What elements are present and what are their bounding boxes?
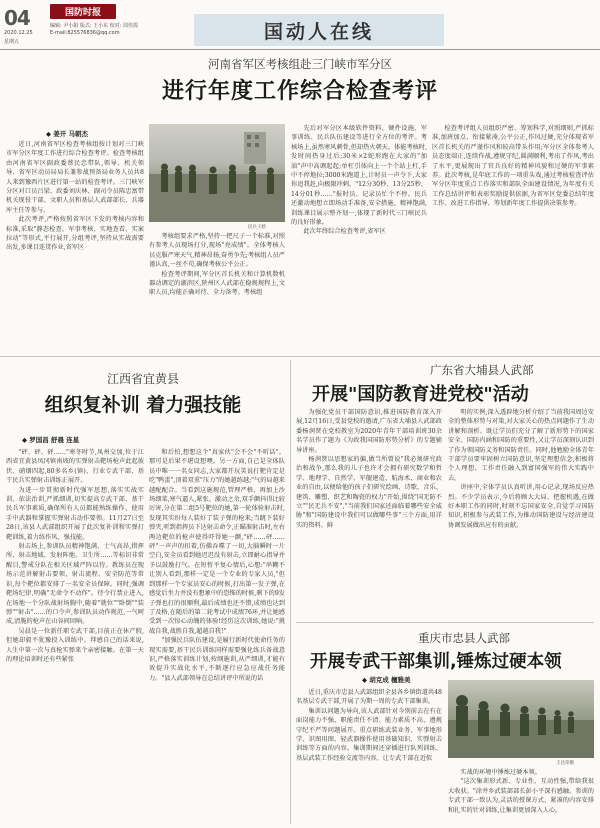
article1-photo-caption: 民兵王绘	[248, 225, 266, 230]
article1-column-4	[432, 124, 594, 354]
article4-headline: 开展专武干部集训,锤炼过硬本领	[310, 652, 562, 672]
paragraph: 近日,河南省军区检查考核组按计划对三门峡市军分区年度工作进行综合检查考评。检查考核组由河南省军区副政委蔡民忠带队,领导、机关领导、省军区动员局局长兼参战预备局业务人员共8人来到豫西片区进行第一站的检查考评。三门峡军分区对口员吕梁、政委刘庆林、副司令员陈忠富带机关现役干部、文职人员和基层人武部部长、兵器库主任等参与。	[6, 141, 144, 214]
paragraph: 考核组要求严格,坚持一把尺子一个标准,对照有参考人员现场打分,现场"亮成绩"。全体考核人员克服严寒天气,精神昂扬,奋勇争先;考核组人员严谨认真,一丝不苟,确保考核公平公正。	[149, 233, 285, 269]
article1-column-3	[291, 124, 427, 354]
article1-byline: ◆ 姜开 马朝杰	[46, 130, 89, 138]
paragraph: "砰、砰、砰……"寒冬时节,凤州交加,位于江西省宜黄县凤冈镇南坡的实弹射击靶场枪声此起彼伏、硝烟四起,80多名乡(镇)、行业专武干部、基干民兵实弹射击训练正展开。	[6, 449, 144, 485]
paragraph: 此次考评,严格按照省军区下发的考核内容和标准,采取"静态检查、军事考核、实地查看、实案拉动"等形式,平行展开,分组考评,坚持从实战需要出发,多课目连贯作业,省军区	[6, 216, 144, 252]
paragraph: 检查考评组人员组织严密、筹划科学,对照细则,严抓标准,加班加点、衔接紧凑,公平公正,作风过硬,充分体现省军区首长机关的严谨作风和较高带头作用;军分区全体参考人员态度端正,连续作战,遵规守纪,圆满顺利,考出了作风,考出了水平,更展现出了官兵良好的精神风貌和过硬的军事素养。此次考核,是年底工作的一项重头戏,通过考核检查评估军分区年度重点工作落实和部队全面建设情况,为年度有关工作总结讲评和表彰奖励提供依据,为省军区党委总结年度工作、改进工作指导、筹划新年度工作提供决策参考。	[432, 125, 594, 208]
email-line: E-mail:825576836@qq.com	[50, 30, 120, 36]
paragraph: 实战的环境中锤炼过硬本领。	[460, 769, 541, 776]
article1-column-2	[149, 232, 285, 350]
paragraph: 吴晨是一位新任职专武干部,目前正在休产假,但她却毅不犹豫投入训练中。拜感自己的话来说,人生中第一次与真枪实弹来个亲密接触。在第一天的理论培训时还有些紧张	[6, 627, 144, 663]
paragraph: 射击场上,参训队员精神饱满、士气高昂,措挥所、射击地域、发射阵地。卫生所……等标识非常醒目,警戒分队在相关区域严阵以待。教练员在现场示范讲解射击要领、射击流程、安全防范等常识,每个靶位都安排了一名安全员保障。同时,强调靶场纪律,明确"无命令不动作"。待令行禁止进入,在场地一个分队战射场胸中,随着"就位""卧倒""装弹""射击"……的口令声,参训队员动作规范,一气呵成,清脆的枪声在山谷间回响。	[6, 543, 144, 626]
paragraph: 近日,重庆市忠县人武部组织全县各乡镇街道共48名基层专武干部,开展了为期一周的专武干部集训。	[296, 689, 442, 706]
paragraph: 明的实例,深入透辟地分析介绍了当前我国周边安全的整体形势与对策,对大家关心的热点问题作了生动讲解和剖析。既让学员们充分了解了新形势下的国家安全、国防内涵和国防的重要性,又让学员深刻认识到了作为领国防义务和国防责任。同时,他勉励全体青年干部学员要牢固树立国防意识,坚定理想信念,积极将个人理想、工作责任融入到富国强军的伟大实践中去。	[448, 409, 594, 482]
article3-column-2	[448, 408, 594, 616]
masthead-divider	[0, 49, 600, 50]
editor-line: 编辑: 尹小娟 版式: 王小东 校对: 周佳霞	[50, 23, 139, 29]
article-divider	[296, 622, 594, 623]
paragraph: 检查考评期间,军分区首长机关和计算机数机器动调定的湖滨区,陕州区人武部在稳规规程上,文职人员,均能正确对待、全力备考。考核组	[149, 270, 285, 297]
article4-kicker: 重庆市忠县人武部	[418, 631, 510, 645]
training-photo	[448, 680, 594, 758]
paragraph: 讲座中,全体学员认真听讲,用心记录,现场反应热烈。不少学员表示,今后将顾大大局、把握机遇,在做好本职工作的同时,时刻不忘国家安全,自觉学习国防知识,积极参与武装工作,为推动国防建设与经济建设协调发展做出应有的贡献。	[448, 484, 594, 529]
paragraph: "加强民兵队伍建设,是履行新时代使命任务的现实需要,基干民兵训练同样需要强化练兵备战意识,严格落实训练计划,按纲施训,从严细训,才能有效提升实战化水平,不断逐行应急应战任务能力。"县人武部领导在总结讲评中所说的话	[149, 637, 285, 682]
paragraph: 为强化党员干部国防意识,推进国防教育深入开展,12月16日,受县党校的邀请,广东省大埔县人武部政委杨润贤在党校教室为2020年青年干部培训班30余名学员作了题为《为政我国国防形势分析》的专题辅导讲座。	[296, 409, 442, 454]
article2-column-1	[6, 448, 144, 822]
article1-column-1	[6, 140, 144, 350]
article1-photo	[149, 124, 285, 222]
article2-column-2	[149, 448, 285, 822]
article2-kicker: 江西省宜黄县	[106, 372, 179, 386]
section-title: 国动人在线	[263, 20, 374, 43]
newspaper-logo: 国防时报	[50, 4, 116, 19]
article-divider	[0, 356, 600, 357]
paragraph: 和后怕,想想这个"真家伙"会不会"不听话"。那可是后果不堪设想噢。另一方面,自己是全体队员中唯一一名女同志,大家都开玩笑说打靶肯定是吃"鸭蛋",顶着双重"压力"的她越练越;"气的局越来越配配合。当看到这施规范,管理严格、再加上沙场细菜,寒气逼人,紧张、激动之余,双手颤抖得比较厉害,分在第二组5号靶位的她,第一轮体验射击时,发现其实纷每人装好了装子弹的枪来;当跳下装好弹夹,听到指挥员下达射击命令,正瞄准射击时,左右两边靶位的枪声使得吓得她一颤,"砰……砰……砰"一声声的扣着,仿佛吞噬了一切,大脑瞬时一片空白,安全员看到她迟迟没有射击,立即耐心指导并予以鼓励打气。在短暂平复心情后,心想:"串糊不让别人看到,那样一定是一个专业的专家人员,"但到那样一个专家员安心的时候,打出第一发子弹,在感觉后坐力并没有想象中的恐怖的时候,剩下的9发子弹也打的很顺利,最后成绩也还不错,成绩也达到了及格,在随后的第二轮考试中成绩76环,并让她感受到一次惊心动魄的体验!经历这次训练,她说:"挑战自我,战胜自我,超越自我!"	[149, 449, 285, 635]
column-divider	[290, 360, 291, 824]
paragraph: "这次集训形式新、专业性、互动性强,带给我很大收获。"涂井乡武装部部长彭小平深有感触。参训的专武干部一致认为,灵活的授课方式、紧凑的内容安排和扎实的针对训练,让集训更加深入人心。	[448, 778, 594, 814]
article1-kicker: 河南省军区考核组赴三门峡市军分区	[208, 57, 392, 71]
masthead	[0, 0, 600, 48]
article3-headline: 开展"国防教育进党校"活动	[312, 384, 529, 405]
issue-weekday: 星期五	[4, 39, 20, 45]
article3-kicker: 广东省大埔县人武部	[430, 363, 534, 377]
paragraph: 为进一步贯彻新时代强军思想,落实实战实训、依法治训,严抓细训,切实提高专武干部、基干民兵军事素质,确保所有人员都能熟练操作、使用手中武器和掌握实弹射击动作要领。11月27日至28日,该县人武部组织开展了此次复补训和实弹打靶训练,着力练作风、强技能。	[6, 486, 144, 541]
article2-byline: ◆ 罗国昌 舒晨 连星	[22, 436, 80, 444]
issue-date: 2020.12.25	[4, 30, 33, 36]
article1-headline: 进行年度工作综合检查考评	[161, 79, 438, 104]
article3-column-1	[296, 408, 442, 616]
article4-photo-caption: 王昌荣摄	[556, 761, 574, 766]
paragraph: 此次年终综合检查考评,省军区	[303, 228, 386, 236]
article2-headline: 组织复补训 着力强技能	[44, 394, 242, 416]
article4-byline: ◆ 胡克成 檀雅美	[362, 676, 411, 684]
paragraph: 集训以问题为导向,该人武部针对今别前去在有在面岗能力不强、职能责任不清、能力素质不高、遵规守纪不严等问题展开。重点研练武装业务、军事地形学、识图用图、轻武器操作使用基础知识、实弹射击训练等方面的内容。集训期间还穿插进行队列训练、基层武装工作经验交流等内容。让专武干部在近似	[296, 707, 442, 762]
article4-column-2	[448, 768, 594, 824]
page-number: 04	[4, 6, 30, 30]
article4-photo	[448, 680, 594, 758]
militia-training-photo	[149, 124, 285, 222]
article4-column-1	[296, 688, 442, 824]
paragraph: 先后对军分区本级软件资料、硬件设施、军事训练、民兵队伍建设等进行全方位的考评。考核场上,虽然寒风刺骨,但却热火朝天。体能考核时,发时间热身过后;30米×2蛇形跑在大家的"加油"声中高调起起;单杠引体向上一个个站上杠,手中不停地拉;3000米跑道上,计时员一声令下,大家你追我赶,向极限冲刺。"12分30秒、13分25秒、14分01秒……"报时员、记录员忙个不停。民兵还激动地想立即场动手准备,安全措施、精神饱满,训练课目展示整齐划一,体现了新时代三门峡民兵的良好形象。	[291, 125, 427, 227]
paragraph: 杨润贤以思想家的偏,做当所曾说"我必须研究政治和战争,那么我的儿子也许才会拥有研究数学和哲学、地理学、自然学、军舰建造、航海术、商业和农业的自由,以便给他的孩子们研究绘画、诗歌、音乐、建筑、雕塑、织艺和陶瓷的权力"开始,围绕"国无防不立""民无兵不安","当前我们国家还面临着哪些安全威胁"和"国防建设中我们可以做哪些事"三个方面,用详实的资料、鲜	[296, 456, 442, 529]
